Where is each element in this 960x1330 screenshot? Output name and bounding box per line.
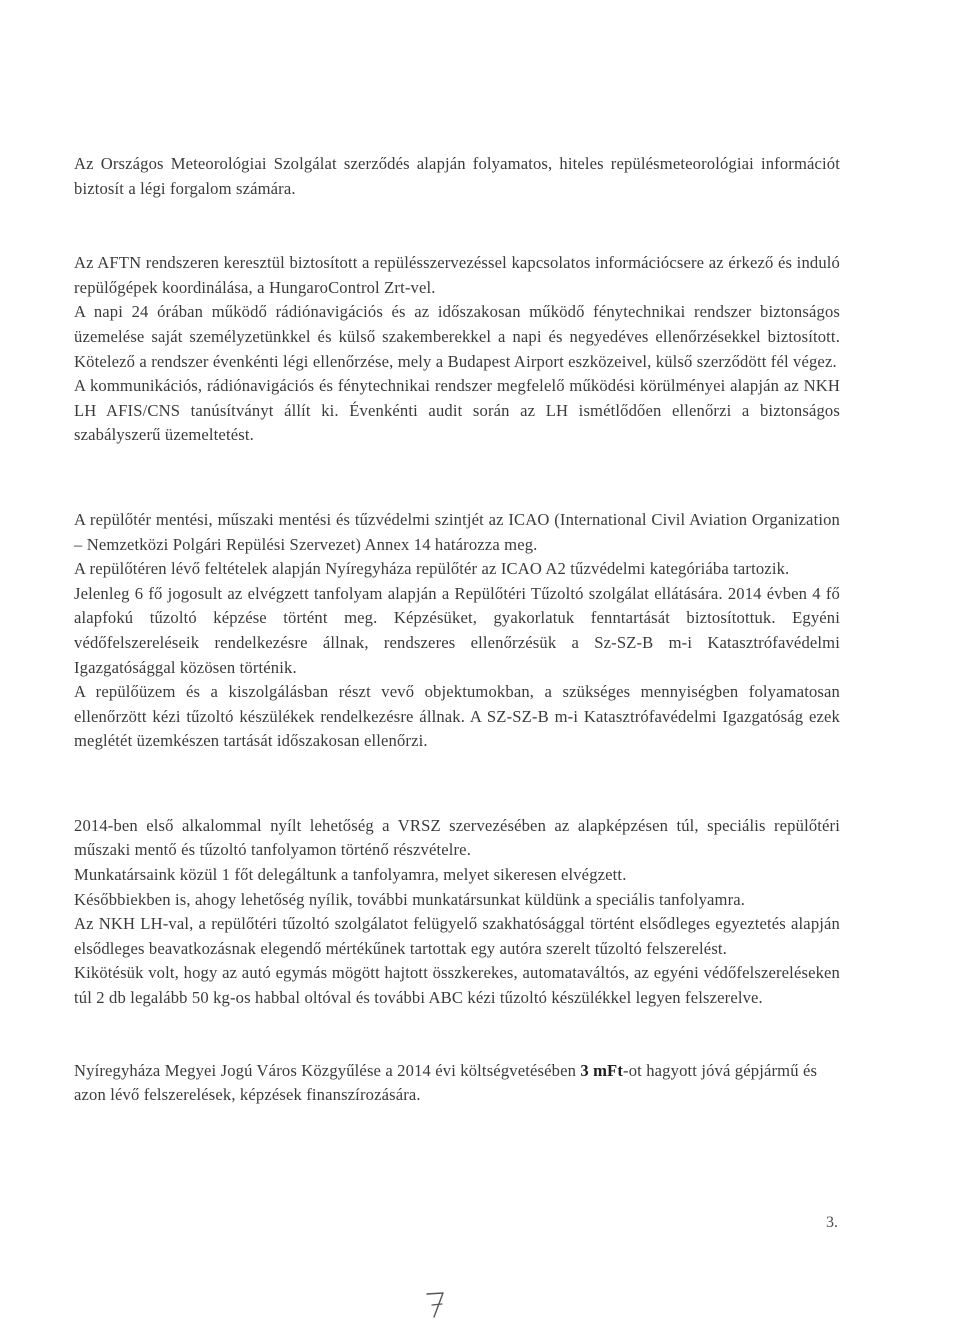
paragraph: Jelenleg 6 fő jogosult az elvégzett tanfolyam alapján a Repülőtéri Tűzoltó szolgálat ellátására. 2014 évben 4 fő alapfokú tűzoltó képzése történt meg. Képzésüket, gyakorlatuk fenntartását biztosítottuk. Egyéni védőfelszereléseik rendelkezésre állnak, rendszeres ellenőrzésük a Sz-SZ-B m-i Katasztrófavédelmi Igazgatósággal közösen történik. [74, 583, 840, 677]
document-body [74, 152, 840, 1108]
section-fire-protection [74, 508, 840, 754]
handwritten-seven-icon [424, 1290, 448, 1320]
paragraph: A kommunikációs, rádiónavigációs és fénytechnikai rendszer megfelelő működési körülményei alapján az NKH LH AFIS/CNS tanúsítványt állít ki. Évenkénti audit során az LH ismétlődően ellenőrzi a biztonságos szabályszerű üzemeltetést. [74, 376, 840, 445]
funding-text-end: -ot hagyott jóvá gépjármű és azon lévő felszerelések, képzések finanszírozására. [74, 1060, 818, 1105]
funding-amount: 3 mFt [580, 1060, 624, 1080]
paragraph: A napi 24 órában működő rádiónavigációs és az időszakosan működő fénytechnikai rendszer biztonságos üzemelése saját személyzetünkkel és külső szakemberekkel a napi és negyedéves ellenőrzésekkel biztosított. Kötelező a rendszer évenkénti légi ellenőrzése, mely a Budapest Airport eszközeivel, külső szerződött fél végez. [74, 302, 840, 371]
section-training [74, 814, 840, 1011]
paragraph: A repülőtéren lévő feltételek alapján Nyíregyháza repülőtér az ICAO A2 tűzvédelmi kategóriába tartozik. [74, 559, 790, 579]
paragraph: A repülőtér mentési, műszaki mentési és tűzvédelmi szintjét az ICAO (International Civil Aviation Organization – Nemzetközi Polgári Repülési Szervezet) Annex 14 határozza meg. [74, 509, 840, 554]
handwritten-page-mark [424, 1290, 448, 1320]
paragraph: Az Országos Meteorológiai Szolgálat szerződés alapján folyamatos, hiteles repülésmeteorológiai információt biztosít a légi forgalom számára. [74, 154, 840, 198]
paragraph: Az NKH LH-val, a repülőtéri tűzoltó szolgálatot felügyelő szakhatósággal történt elsődleges egyeztetés alapján elsődleges beavatkozásnak elegendő mértékűnek tartottak egy autóra szerelt tűzoltó felszerelést. [74, 914, 840, 958]
paragraph: 2014-ben első alkalommal nyílt lehetőség a VRSZ szervezésében az alapképzésen túl, speciális repülőtéri műszaki mentő és tűzoltó tanfolyamon történő részvételre. [74, 815, 840, 860]
funding-paragraph [74, 1059, 840, 1108]
page-number: 3. [826, 1214, 838, 1231]
funding-text-start: Nyíregyháza Megyei Jogú Város Közgyűlése a 2014 évi költségvetésében [74, 1060, 581, 1080]
section-meteorology [74, 152, 840, 201]
section-communication [74, 251, 840, 448]
paragraph: Későbbiekben is, ahogy lehetőség nyílik, további munkatársunkat küldünk a speciális tanfolyamra. [74, 889, 746, 909]
paragraph: Munkatársaink közül 1 főt delegáltunk a tanfolyamra, melyet sikeresen elvégzett. [74, 865, 627, 885]
paragraph: Kikötésük volt, hogy az autó egymás mögött hajtott összkerekes, automataváltós, az egyéni védőfelszereléseken túl 2 db legalább 50 kg-os habbal oltóval és további ABC kézi tűzoltó készülékkel legyen felszerelve. [74, 963, 840, 1008]
paragraph: A repülőüzem és a kiszolgálásban részt vevő objektumokban, a szükséges mennyiségben folyamatosan ellenőrzött kézi tűzoltó készülékek rendelkezésre állnak. A SZ-SZ-B m-i Katasztrófavédelmi Igazgatóság ezek meglétét üzemkészen tartását időszakosan ellenőrzi. [74, 682, 840, 751]
paragraph: Az AFTN rendszeren keresztül biztosított a repülésszervezéssel kapcsolatos információcsere az érkező és induló repülőgépek koordinálása, a HungaroControl Zrt-vel. [74, 253, 840, 297]
